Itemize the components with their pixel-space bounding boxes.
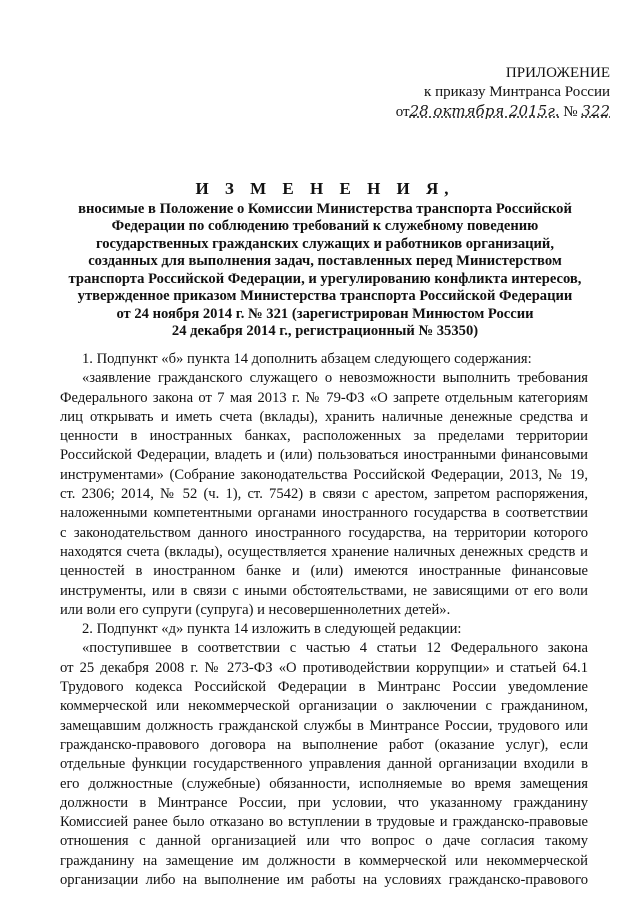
appendix-block [380, 64, 610, 122]
heading-line: от 24 ноября 2014 г. № 321 (зарегистрирован Минюстом России [116, 305, 534, 322]
text-line: от 25 декабря 2008 г. № 273-ФЗ «О противодействии коррупции» и статьей 64.1 [60, 659, 588, 676]
text-line: Трудового кодекса Российской Федерации в Минтранс России уведомление [60, 679, 588, 696]
heading-line: Федерации по соблюдению требований к служебному поведению [111, 218, 539, 234]
text-line: ст. 2306; 2014, № 52 (ч. 1), ст. 7542) в связи с арестом, запретом распоряжения, [60, 486, 588, 503]
appendix-title: ПРИЛОЖЕНИЕ [505, 65, 610, 81]
text-line: «заявление гражданского служащего о невозможности выполнить требования [82, 370, 588, 387]
text-line: или воли его супруги (супруга) и несовершеннолетних детей». [60, 601, 451, 618]
text-line: наложенными компетентными органами иностранного государства в соответствии [60, 505, 588, 522]
appendix-subtitle: к приказу Минтранса России [424, 84, 610, 100]
text-line: 2. Подпункт «д» пункта 14 изложить в следующей редакции: [82, 621, 462, 638]
text-line: отношения с данной организацией или что вопрос о даче согласия такому [60, 833, 588, 850]
text-line: Российской Федерации, владеть и (или) пользоваться иностранными финансовыми [60, 447, 588, 464]
heading-line: транспорта Российской Федерации, и урегулированию конфликта интересов, [68, 270, 582, 287]
text-line: «поступившее в соответствии с частью 4 статьи 12 Федерального закона [82, 640, 588, 657]
text-line: организации либо на выполнение им работы на условиях гражданско-правового [60, 872, 588, 889]
handwritten-number: 322 [581, 102, 610, 120]
text-line: замещавшим должность гражданской службы в Минтрансе России, трудового или [60, 717, 588, 734]
text-line: гражданину на замещение им должности в коммерческой или некоммерческой [60, 852, 588, 869]
text-line: с законодательством данного иностранного государства, на территории которого [60, 524, 588, 541]
text-line: 1. Подпункт «б» пункта 14 дополнить абзацем следующего содержания: [82, 351, 532, 367]
text-line: находятся счета (вклады), осуществляется хранение наличных денежных средств и [60, 543, 588, 560]
from-prefix: от [395, 104, 410, 120]
number-prefix: № [563, 104, 578, 120]
heading-line: 24 декабря 2014 г., регистрационный № 35350) [171, 323, 479, 339]
body-text [60, 350, 588, 890]
changes-heading [40, 180, 610, 341]
text-line: инструментами» (Собрание законодательства Российской Федерации, 2013, № 19, [60, 466, 588, 483]
text-line: должности в Минтрансе России, при условии, что указанному гражданину [60, 794, 588, 811]
appendix-date-number [380, 102, 610, 122]
text-line: коммерческой или некоммерческой организации о заключении с гражданином, [60, 698, 588, 715]
heading-title: И З М Е Н Е Н И Я, [195, 179, 455, 198]
heading-line: государственных гражданских служащих и работников организаций, [96, 235, 554, 252]
text-line: ценности в иностранных банках, расположенных за пределами территории [60, 428, 588, 445]
handwritten-date: 28 октября 2015г. [409, 102, 560, 120]
text-line: Федерального закона от 7 мая 2013 г. № 79-ФЗ «О запрете отдельным категориям [60, 389, 588, 406]
text-line: лиц открывать и иметь счета (вклады), хранить наличные денежные средства и [60, 408, 588, 425]
heading-line: созданных для выполнения задач, поставленных перед Министерством [88, 253, 562, 269]
heading-line: вносимые в Положение о Комиссии Министерства транспорта Российской [78, 200, 572, 217]
text-line: инструменты, или в связи с иными обстоятельствами, не зависящими от его воли [60, 582, 588, 599]
text-line: отдельные функции государственного управления данной организации входили в [60, 756, 588, 773]
text-line: гражданско-правового договора на выполнение работ (оказание услуг), если [60, 736, 588, 753]
heading-line: утвержденное приказом Министерства транспорта Российской Федерации [77, 288, 573, 304]
text-line: Комиссией ранее было отказано во вступлении в трудовые и гражданско-правовые [60, 814, 588, 831]
text-line: ценностей в иностранном банке и (или) имеются иностранные финансовые [60, 563, 588, 580]
text-line: его должностные (служебные) обязанности, исполняемые во время замещения [60, 775, 588, 792]
